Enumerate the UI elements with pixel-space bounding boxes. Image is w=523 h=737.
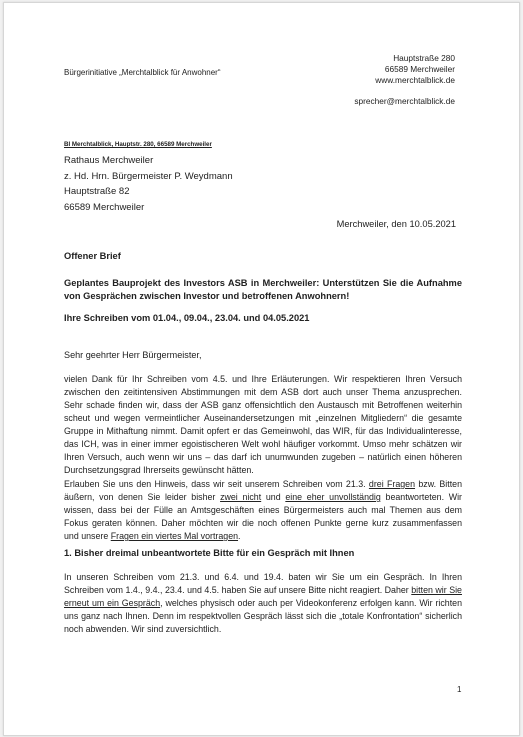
section-1-heading: 1. Bisher dreimal unbeantwortete Bitte für ein Gespräch mit Ihnen <box>64 548 355 558</box>
paragraph-2: Erlauben Sie uns den Hinweis, dass wir seit unserem Schreiben vom 21.3. drei Fragen bzw. Bitten äußern, von denen Sie leider bisher zwei nicht und eine eher unvollständig beantworteten. Wir wissen, dass bei der Fülle an Amtsgeschäften eines Bürgermeisters auch mal Themen aus dem Fokus geraten können. Daher möchten wir die noch offenen Punkte gerne kurz zusammenfassen und unsere Fragen ein viertes Mal vortragen. <box>64 479 462 541</box>
recipient-line: Hauptstraße 82 <box>64 186 130 197</box>
recipient-line: Rathaus Merchweiler <box>64 155 154 166</box>
salutation: Sehr geehrter Herr Bürgermeister, <box>64 350 202 360</box>
underlined-phrase: drei Fragen <box>368 479 416 489</box>
paragraph-1: vielen Dank für Ihr Schreiben vom 4.5. und Ihre Erläuterungen. Wir respektieren Ihren Versuch zwischen den zeitintensiven Abstimmungen mit dem ASB dort auch unser Thema anzusprechen. Sehr schade finden wir, dass der ASB ganz offensichtlich den Austausch mit Betroffenen weiterhin scheut und wegen vermeintlicher Auseinandersetzungen mit „einzelnen Mitgliedern“ die gesamte Gruppe in Mithaftung nimmt. Damit opfert er das Gemeinwohl, das WIR, für das Individualinteresse, das ICH, was in einer immer egoistischeren Welt wohl häufiger vorkommt. Umso mehr schätzen wir Ihren Versuch, auch wenn wir uns – das darf ich unumwunden zugeben – natürlich einen höheren Durchsetzungsgrad Ihrerseits gewünscht hätten. <box>64 374 462 475</box>
sender-city: 66589 Merchweiler <box>384 64 455 75</box>
underlined-phrase: zwei nicht <box>220 492 262 502</box>
underlined-phrase: bitten wir Sie erneut um ein Gespräch <box>64 585 462 608</box>
recipient-address-block <box>64 153 233 215</box>
date-line: Merchweiler, den 10.05.2021 <box>336 219 456 229</box>
underlined-phrase: Fragen ein viertes Mal vortragen <box>110 531 239 541</box>
sender-organization: Bürgerinitiative „Merchtalblick für Anwohner“ <box>64 68 221 77</box>
page-number: 1 <box>457 685 462 694</box>
underlined-phrase: eine eher unvollständig <box>285 492 381 502</box>
recipient-line: z. Hd. Hrn. Bürgermeister P. Weydmann <box>64 170 233 182</box>
recipient-line: 66589 Merchweiler <box>64 201 145 213</box>
sender-address-block <box>354 53 455 107</box>
reference-line: Ihre Schreiben vom 01.04., 09.04., 23.04. und 04.05.2021 <box>64 313 310 323</box>
letter-subject: Geplantes Bauprojekt des Investors ASB in Merchweiler: Unterstützen Sie die Aufnahme von Gesprächen zwischen Investor und betroffenen Anwohnern! <box>64 278 462 301</box>
sender-website: www.merchtalblick.de <box>375 75 455 86</box>
sender-street: Hauptstraße 280 <box>393 53 455 63</box>
sender-email: sprecher@merchtalblick.de <box>354 95 455 106</box>
return-address-line: BI Merchtalblick, Hauptstr. 280, 66589 Merchweiler <box>64 141 212 148</box>
paragraph-3: In unseren Schreiben vom 21.3. und 6.4. und 19.4. baten wir Sie um ein Gespräch. In Ihren Schreiben vom 1.4., 9.4., 23.4. und 4.5. haben Sie auf unsere Bitte nicht reagiert. Daher bitten wir Sie erneut um ein Gespräch, welches physisch oder auch per Videokonferenz erfolgen kann. Wir richten uns ganz nach Ihnen. Denn im respektvollen Gespräch lässt sich die „totale Konfrontation“ sicherlich noch abwenden. Wir sind zuversichtlich. <box>64 572 462 634</box>
letter-page <box>3 2 520 736</box>
letter-title: Offener Brief <box>64 251 121 261</box>
